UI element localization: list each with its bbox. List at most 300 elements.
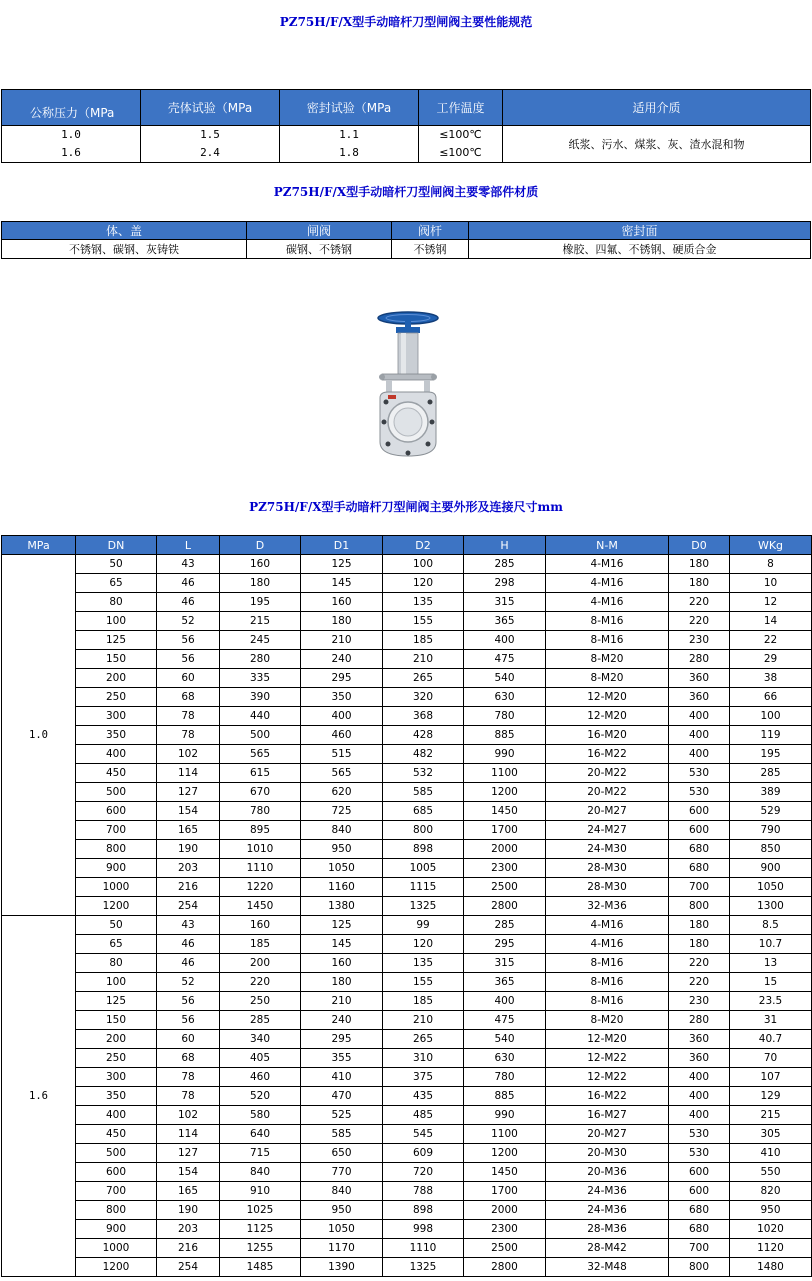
knife-gate-valve-image: [368, 310, 448, 460]
cell-weight: 8.5: [730, 916, 812, 935]
cell-d: 390: [220, 688, 301, 707]
dimensions-header-row: [2, 536, 812, 555]
cell-h: 400: [464, 992, 546, 1011]
cell-d0: 280: [669, 1011, 730, 1030]
cell-d: 1110: [220, 859, 301, 878]
header-weight: WKg: [730, 536, 812, 555]
cell-d0: 360: [669, 669, 730, 688]
cell-dn: 1200: [76, 897, 157, 916]
cell-weight: 119: [730, 726, 812, 745]
cell-l: 46: [157, 954, 220, 973]
cell-dn: 450: [76, 1125, 157, 1144]
cell-h: 885: [464, 1087, 546, 1106]
cell-n-m: 4-M16: [546, 916, 669, 935]
cell-dn: 300: [76, 707, 157, 726]
cell-n-m: 24-M27: [546, 821, 669, 840]
cell-d0: 680: [669, 1201, 730, 1220]
cell-l: 56: [157, 992, 220, 1011]
header-work-temp: 工作温度: [419, 90, 503, 126]
cell-n-m: 8-M16: [546, 992, 669, 1011]
cell-d1: 950: [301, 840, 383, 859]
cell-d1: 160: [301, 954, 383, 973]
cell-weight: 38: [730, 669, 812, 688]
cell-d1: 725: [301, 802, 383, 821]
cell-l: 154: [157, 802, 220, 821]
table-row: [2, 973, 812, 992]
cell-n-m: 24-M36: [546, 1182, 669, 1201]
cell-l: 46: [157, 935, 220, 954]
cell-n-m: 12-M20: [546, 707, 669, 726]
cell-l: 127: [157, 1144, 220, 1163]
cell-dn: 65: [76, 574, 157, 593]
cell-dn: 80: [76, 954, 157, 973]
cell-h: 630: [464, 1049, 546, 1068]
cell-d1: 240: [301, 1011, 383, 1030]
cell-dn: 450: [76, 764, 157, 783]
cell-d: 615: [220, 764, 301, 783]
medium-cell: 纸浆、污水、煤浆、灰、渣水混和物: [503, 126, 811, 163]
cell-h: 475: [464, 1011, 546, 1030]
cell-d2: 155: [383, 612, 464, 631]
cell-h: 2500: [464, 1239, 546, 1258]
cell-h: 315: [464, 593, 546, 612]
cell-d0: 180: [669, 935, 730, 954]
cell-d2: 1005: [383, 859, 464, 878]
cell-d2: 375: [383, 1068, 464, 1087]
cell-d2: 585: [383, 783, 464, 802]
cell-dn: 900: [76, 859, 157, 878]
cell-weight: 850: [730, 840, 812, 859]
table-row: [2, 669, 812, 688]
cell-d1: 295: [301, 1030, 383, 1049]
cell-h: 540: [464, 669, 546, 688]
cell-d: 715: [220, 1144, 301, 1163]
cell-d1: 1170: [301, 1239, 383, 1258]
cell-d2: 609: [383, 1144, 464, 1163]
cell-h: 295: [464, 935, 546, 954]
cell-l: 78: [157, 1087, 220, 1106]
seal-test-cell: 1.1 1.8: [280, 126, 419, 163]
cell-d2: 210: [383, 650, 464, 669]
performance-spec-table: [1, 89, 811, 163]
cell-d: 780: [220, 802, 301, 821]
header-seal-face: 密封面: [469, 222, 811, 240]
cell-dn: 800: [76, 840, 157, 859]
cell-h: 2000: [464, 840, 546, 859]
cell-n-m: 4-M16: [546, 593, 669, 612]
cell-d1: 145: [301, 935, 383, 954]
pressure-group-cell: 1.6: [2, 916, 76, 1277]
cell-d1: 950: [301, 1201, 383, 1220]
cell-n-m: 32-M48: [546, 1258, 669, 1277]
cell-n-m: 16-M27: [546, 1106, 669, 1125]
cell-d0: 400: [669, 726, 730, 745]
table-row: [2, 1068, 812, 1087]
cell-n-m: 28-M30: [546, 878, 669, 897]
cell-d: 180: [220, 574, 301, 593]
cell-dn: 500: [76, 783, 157, 802]
cell-d0: 800: [669, 897, 730, 916]
cell-d0: 220: [669, 593, 730, 612]
cell-h: 285: [464, 555, 546, 574]
table-row: [2, 859, 812, 878]
dimensions-title: PZ75H/F/X型手动暗杆刀型闸阀主要外形及连接尺寸mm: [249, 500, 563, 514]
table-row: [2, 764, 812, 783]
header-nominal-pressure: 公称压力（MPa: [2, 90, 141, 126]
cell-dn: 125: [76, 992, 157, 1011]
cell-d2: 310: [383, 1049, 464, 1068]
cell-l: 203: [157, 859, 220, 878]
cell-dn: 300: [76, 1068, 157, 1087]
cell-h: 540: [464, 1030, 546, 1049]
cell-n-m: 4-M16: [546, 555, 669, 574]
cell-h: 365: [464, 612, 546, 631]
cell-dn: 1200: [76, 1258, 157, 1277]
cell-d: 460: [220, 1068, 301, 1087]
cell-d1: 1050: [301, 859, 383, 878]
cell-d: 285: [220, 1011, 301, 1030]
cell-dn: 150: [76, 650, 157, 669]
cell-d0: 530: [669, 1144, 730, 1163]
cell-d: 640: [220, 1125, 301, 1144]
cell-d0: 600: [669, 1163, 730, 1182]
cell-n-m: 16-M22: [546, 1087, 669, 1106]
header-d: D: [220, 536, 301, 555]
cell-d2: 120: [383, 574, 464, 593]
cell-d0: 400: [669, 1106, 730, 1125]
cell-d: 895: [220, 821, 301, 840]
cell-weight: 8: [730, 555, 812, 574]
cell-d1: 125: [301, 916, 383, 935]
cell-d1: 770: [301, 1163, 383, 1182]
cell-n-m: 28-M30: [546, 859, 669, 878]
cell-l: 68: [157, 688, 220, 707]
cell-d0: 530: [669, 764, 730, 783]
cell-dn: 500: [76, 1144, 157, 1163]
cell-d: 185: [220, 935, 301, 954]
cell-d2: 998: [383, 1220, 464, 1239]
cell-n-m: 12-M20: [546, 688, 669, 707]
cell-d0: 180: [669, 555, 730, 574]
cell-d2: 120: [383, 935, 464, 954]
header-dn: DN: [76, 536, 157, 555]
table-row: [2, 707, 812, 726]
cell-l: 68: [157, 1049, 220, 1068]
cell-dn: 350: [76, 726, 157, 745]
cell-d0: 530: [669, 1125, 730, 1144]
cell-d: 405: [220, 1049, 301, 1068]
cell-weight: 15: [730, 973, 812, 992]
dimensions-table: [1, 535, 812, 1277]
cell-d2: 435: [383, 1087, 464, 1106]
cell-d0: 220: [669, 954, 730, 973]
cell-h: 365: [464, 973, 546, 992]
cell-n-m: 28-M42: [546, 1239, 669, 1258]
cell-weight: 107: [730, 1068, 812, 1087]
cell-h: 2800: [464, 1258, 546, 1277]
cell-d: 1220: [220, 878, 301, 897]
cell-l: 254: [157, 1258, 220, 1277]
cell-d2: 898: [383, 1201, 464, 1220]
cell-d0: 220: [669, 973, 730, 992]
cell-d0: 600: [669, 802, 730, 821]
cell-l: 56: [157, 650, 220, 669]
cell-l: 114: [157, 1125, 220, 1144]
header-n-m: N-M: [546, 536, 669, 555]
cell-d2: 1325: [383, 897, 464, 916]
cell-d: 520: [220, 1087, 301, 1106]
header-d2: D2: [383, 536, 464, 555]
cell-d: 280: [220, 650, 301, 669]
cell-d0: 400: [669, 745, 730, 764]
cell-d2: 210: [383, 1011, 464, 1030]
cell-l: 165: [157, 1182, 220, 1201]
cell-d2: 485: [383, 1106, 464, 1125]
cell-n-m: 20-M30: [546, 1144, 669, 1163]
cell-d1: 180: [301, 612, 383, 631]
cell-weight: 129: [730, 1087, 812, 1106]
cell-h: 475: [464, 650, 546, 669]
cell-l: 43: [157, 555, 220, 574]
cell-l: 46: [157, 574, 220, 593]
cell-l: 102: [157, 1106, 220, 1125]
table-row: [2, 1182, 812, 1201]
cell-weight: 66: [730, 688, 812, 707]
cell-l: 56: [157, 631, 220, 650]
cell-weight: 10: [730, 574, 812, 593]
cell-l: 78: [157, 707, 220, 726]
spec-title: PZ75H/F/X型手动暗杆刀型闸阀主要性能规范: [279, 15, 533, 29]
cell-l: 254: [157, 897, 220, 916]
cell-d1: 210: [301, 631, 383, 650]
cell-d1: 240: [301, 650, 383, 669]
cell-d0: 220: [669, 612, 730, 631]
cell-d: 670: [220, 783, 301, 802]
cell-d2: 532: [383, 764, 464, 783]
cell-weight: 389: [730, 783, 812, 802]
cell-h: 1450: [464, 802, 546, 821]
cell-weight: 1300: [730, 897, 812, 916]
shell-test-cell: 1.5 2.4: [141, 126, 280, 163]
table-row: [2, 821, 812, 840]
cell-n-m: 4-M16: [546, 935, 669, 954]
cell-d1: 840: [301, 821, 383, 840]
table-row: [2, 1125, 812, 1144]
cell-d1: 180: [301, 973, 383, 992]
cell-d2: 185: [383, 992, 464, 1011]
table-row: [2, 1239, 812, 1258]
cell-d1: 160: [301, 593, 383, 612]
cell-d2: 100: [383, 555, 464, 574]
cell-d0: 400: [669, 1068, 730, 1087]
cell-d: 1485: [220, 1258, 301, 1277]
cell-d2: 800: [383, 821, 464, 840]
cell-n-m: 20-M27: [546, 1125, 669, 1144]
table-row: [2, 783, 812, 802]
cell-d: 250: [220, 992, 301, 1011]
cell-l: 78: [157, 726, 220, 745]
cell-l: 127: [157, 783, 220, 802]
cell-dn: 200: [76, 1030, 157, 1049]
cell-d1: 1160: [301, 878, 383, 897]
header-shell-test: 壳体试验（MPa: [141, 90, 280, 126]
cell-d2: 545: [383, 1125, 464, 1144]
cell-d: 200: [220, 954, 301, 973]
cell-n-m: 8-M20: [546, 669, 669, 688]
cell-h: 2300: [464, 1220, 546, 1239]
cell-d1: 565: [301, 764, 383, 783]
cell-d0: 600: [669, 821, 730, 840]
cell-weight: 410: [730, 1144, 812, 1163]
cell-dn: 250: [76, 688, 157, 707]
table-row: [2, 897, 812, 916]
cell-d1: 1380: [301, 897, 383, 916]
cell-dn: 100: [76, 973, 157, 992]
cell-weight: 529: [730, 802, 812, 821]
cell-n-m: 8-M16: [546, 631, 669, 650]
cell-weight: 12: [730, 593, 812, 612]
cell-h: 298: [464, 574, 546, 593]
cell-d2: 320: [383, 688, 464, 707]
cell-weight: 14: [730, 612, 812, 631]
cell-d2: 135: [383, 593, 464, 612]
cell-d0: 280: [669, 650, 730, 669]
cell-h: 780: [464, 1068, 546, 1087]
cell-d: 840: [220, 1163, 301, 1182]
cell-d0: 360: [669, 1030, 730, 1049]
cell-d0: 180: [669, 574, 730, 593]
cell-weight: 70: [730, 1049, 812, 1068]
cell-n-m: 12-M20: [546, 1030, 669, 1049]
cell-d1: 460: [301, 726, 383, 745]
cell-d1: 210: [301, 992, 383, 1011]
cell-dn: 100: [76, 612, 157, 631]
cell-h: 1100: [464, 764, 546, 783]
cell-d1: 650: [301, 1144, 383, 1163]
cell-d2: 1110: [383, 1239, 464, 1258]
cell-weight: 1480: [730, 1258, 812, 1277]
cell-h: 2800: [464, 897, 546, 916]
cell-d0: 680: [669, 1220, 730, 1239]
cell-d0: 230: [669, 631, 730, 650]
cell-dn: 900: [76, 1220, 157, 1239]
cell-d1: 525: [301, 1106, 383, 1125]
cell-n-m: 16-M22: [546, 745, 669, 764]
cell-weight: 550: [730, 1163, 812, 1182]
cell-d1: 470: [301, 1087, 383, 1106]
cell-dn: 50: [76, 555, 157, 574]
header-seal-test: 密封试验（MPa: [280, 90, 419, 126]
cell-h: 2500: [464, 878, 546, 897]
cell-d1: 1050: [301, 1220, 383, 1239]
cell-weight: 195: [730, 745, 812, 764]
cell-d: 580: [220, 1106, 301, 1125]
cell-d0: 230: [669, 992, 730, 1011]
cell-d0: 400: [669, 1087, 730, 1106]
table-row: [2, 1030, 812, 1049]
cell-dn: 350: [76, 1087, 157, 1106]
cell-weight: 285: [730, 764, 812, 783]
cell-d1: 1390: [301, 1258, 383, 1277]
cell-d: 565: [220, 745, 301, 764]
cell-d2: 720: [383, 1163, 464, 1182]
cell-n-m: 12-M22: [546, 1068, 669, 1087]
cell-h: 2300: [464, 859, 546, 878]
cell-weight: 31: [730, 1011, 812, 1030]
table-row: [2, 631, 812, 650]
table-row: [2, 745, 812, 764]
cell-d: 195: [220, 593, 301, 612]
cell-h: 1200: [464, 1144, 546, 1163]
cell-l: 154: [157, 1163, 220, 1182]
cell-weight: 900: [730, 859, 812, 878]
cell-d: 245: [220, 631, 301, 650]
table-row: [2, 1258, 812, 1277]
cell-d1: 295: [301, 669, 383, 688]
cell-dn: 125: [76, 631, 157, 650]
table-row: [2, 1201, 812, 1220]
cell-weight: 13: [730, 954, 812, 973]
table-row: [2, 954, 812, 973]
cell-weight: 820: [730, 1182, 812, 1201]
cell-weight: 40.7: [730, 1030, 812, 1049]
cell-d0: 180: [669, 916, 730, 935]
cell-h: 315: [464, 954, 546, 973]
table-row: [2, 1049, 812, 1068]
cell-n-m: 8-M16: [546, 612, 669, 631]
cell-l: 60: [157, 669, 220, 688]
cell-weight: 29: [730, 650, 812, 669]
cell-n-m: 8-M16: [546, 973, 669, 992]
cell-l: 190: [157, 840, 220, 859]
cell-d2: 368: [383, 707, 464, 726]
cell-dn: 400: [76, 1106, 157, 1125]
cell-n-m: 16-M20: [546, 726, 669, 745]
cell-l: 60: [157, 1030, 220, 1049]
temp-cell: ≤100℃ ≤100℃: [419, 126, 503, 163]
table-row: [2, 916, 812, 935]
cell-d: 220: [220, 973, 301, 992]
pressure-cell: 1.0 1.6: [2, 126, 141, 163]
cell-dn: 65: [76, 935, 157, 954]
cell-weight: 100: [730, 707, 812, 726]
cell-d0: 600: [669, 1182, 730, 1201]
cell-n-m: 20-M36: [546, 1163, 669, 1182]
table-row: [2, 1087, 812, 1106]
cell-d: 215: [220, 612, 301, 631]
cell-d: 1450: [220, 897, 301, 916]
table-row: [2, 1011, 812, 1030]
cell-l: 52: [157, 973, 220, 992]
cell-l: 203: [157, 1220, 220, 1239]
cell-h: 2000: [464, 1201, 546, 1220]
cell-weight: 10.7: [730, 935, 812, 954]
cell-weight: 305: [730, 1125, 812, 1144]
cell-d0: 680: [669, 840, 730, 859]
header-d1: D1: [301, 536, 383, 555]
cell-n-m: 8-M20: [546, 1011, 669, 1030]
header-l: L: [157, 536, 220, 555]
cell-dn: 1000: [76, 878, 157, 897]
cell-weight: 790: [730, 821, 812, 840]
cell-h: 285: [464, 916, 546, 935]
header-d0: D0: [669, 536, 730, 555]
cell-l: 52: [157, 612, 220, 631]
cell-dn: 600: [76, 1163, 157, 1182]
cell-d1: 125: [301, 555, 383, 574]
cell-dn: 1000: [76, 1239, 157, 1258]
cell-d2: 428: [383, 726, 464, 745]
